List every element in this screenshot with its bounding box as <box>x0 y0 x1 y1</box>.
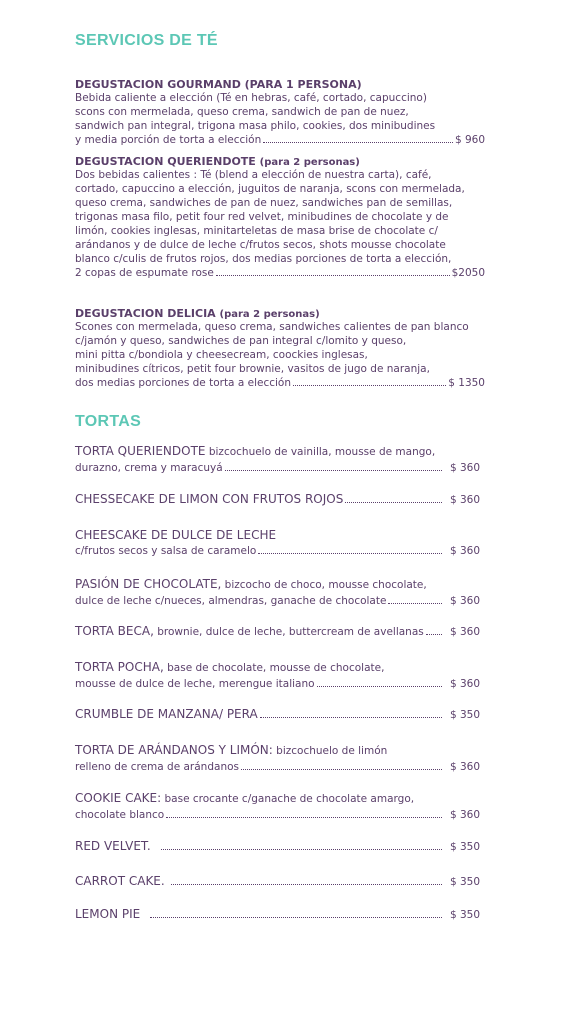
menu-item-arandanos-limon <box>75 742 480 775</box>
item-price: $ 350 <box>449 909 480 921</box>
item-price: $ 360 <box>449 494 480 506</box>
section-title-servicios: SERVICIOS DE TÉ <box>75 32 218 49</box>
dot-leader <box>161 840 442 850</box>
item-desc-line: dulce de leche c/nueces, almendras, ganache de chocolate <box>75 595 387 607</box>
item-price: $ 360 <box>449 545 480 557</box>
item-name: TORTA QUERIENDOTE <box>75 444 206 458</box>
item-price: $ 360 <box>449 626 480 638</box>
item-price: $ 1350 <box>448 377 485 389</box>
menu-item-red-velvet <box>75 838 480 855</box>
item-desc-line: sandwich pan integral, trigona masa philo, cookies, dos minibudines <box>75 120 436 132</box>
dot-leader <box>293 376 446 386</box>
item-desc-line: c/jamón y queso, sandwiches de pan integral c/lomito y queso, <box>75 335 407 347</box>
dot-leader <box>426 625 442 635</box>
item-desc: brownie, dulce de leche, buttercream de avellanas <box>153 626 424 638</box>
dot-leader <box>216 266 450 276</box>
item-desc: base crocante c/ganache de chocolate amargo, <box>161 793 415 805</box>
dot-leader <box>388 594 442 604</box>
item-desc-line: limón, cookies inglesas, minitarteletas de masa brise de chocolate c/ <box>75 225 438 237</box>
item-price: $ 360 <box>449 462 480 474</box>
item-desc-line: c/frutos secos y salsa de caramelo <box>75 545 257 557</box>
item-desc-line: trigonas masa filo, petit four red velvet, minibudines de chocolate y de <box>75 211 449 223</box>
item-price: $ 350 <box>449 709 480 721</box>
item-desc-line: minibudines cítricos, petit four brownie, vasitos de jugo de naranja, <box>75 363 430 375</box>
item-name-sub: (para 2 personas) <box>219 309 320 320</box>
item-price-row <box>75 623 480 640</box>
item-price-row <box>75 906 480 923</box>
item-price-row <box>75 376 485 390</box>
dot-leader <box>171 875 442 885</box>
item-name: TORTA BECA, <box>75 624 154 638</box>
menu-item-torta-pocha <box>75 659 480 692</box>
item-price: $ 360 <box>449 678 480 690</box>
item-name: CARROT CAKE. <box>75 874 165 888</box>
item-name: PASIÓN DE CHOCOLATE, <box>75 577 222 591</box>
item-price-row <box>75 266 485 280</box>
item-desc-line: mousse de dulce de leche, merengue italiano <box>75 678 315 690</box>
item-name: TORTA POCHA, <box>75 660 164 674</box>
item-desc-line: blanco c/culis de frutos rojos, dos medias porciones de torta a elección, <box>75 253 452 265</box>
item-name: DEGUSTACION QUERIENDOTE <box>75 155 256 168</box>
item-desc-line: cortado, capuccino a elección, juguitos de naranja, scons con mermelada, <box>75 183 465 195</box>
item-desc: base de chocolate, mousse de chocolate, <box>163 662 385 674</box>
menu-item-torta-queriendote <box>75 443 480 476</box>
menu-item-delicia <box>75 307 485 390</box>
item-name-sub: (para 2 personas) <box>259 157 360 168</box>
item-price: $ 360 <box>449 761 480 773</box>
item-desc-line: queso crema, sandwiches de pan de nuez, sandwiches pan de semillas, <box>75 197 453 209</box>
item-desc: bizcochuelo de limón <box>272 745 388 757</box>
menu-item-crumble <box>75 706 480 723</box>
menu-item-carrot-cake <box>75 873 480 890</box>
item-price-row <box>75 593 480 609</box>
item-price-row <box>75 133 485 147</box>
item-desc-line: dos medias porciones de torta a elección <box>75 377 291 389</box>
item-name: CRUMBLE DE MANZANA/ PERA <box>75 707 258 721</box>
item-price-row <box>75 676 480 692</box>
item-price-row <box>75 807 480 823</box>
item-desc-line: scons con mermelada, queso crema, sandwich de pan de nuez, <box>75 106 409 118</box>
menu-item-torta-beca <box>75 623 480 640</box>
item-desc-line: Scones con mermelada, queso crema, sandwiches calientes de pan blanco <box>75 321 469 333</box>
menu-item-cheescake-ddl <box>75 527 480 559</box>
dot-leader <box>241 760 442 770</box>
dot-leader <box>260 708 442 718</box>
item-price-row <box>75 838 480 855</box>
item-name: COOKIE CAKE: <box>75 791 162 805</box>
dot-leader <box>166 808 442 818</box>
menu-item-queriendote <box>75 155 485 280</box>
item-name: CHESSECAKE DE LIMON CON FRUTOS ROJOS <box>75 492 344 506</box>
item-name: DEGUSTACION DELICIA <box>75 307 216 320</box>
dot-leader <box>263 133 453 143</box>
item-desc-line: Bebida caliente a elección (Té en hebras, café, cortado, capuccino) <box>75 92 427 104</box>
item-price: $ 360 <box>449 809 480 821</box>
item-name: CHEESCAKE DE DULCE DE LECHE <box>75 528 277 542</box>
item-price: $ 350 <box>449 876 480 888</box>
item-desc: bizcochuelo de vainilla, mousse de mango, <box>205 446 436 458</box>
dot-leader <box>225 461 442 471</box>
item-price-row <box>75 759 480 775</box>
menu-item-lemon-pie <box>75 906 480 923</box>
item-desc-line: arándanos y de dulce de leche c/frutos secos, shots mousse chocolate <box>75 239 446 251</box>
item-price: $2050 <box>451 267 485 279</box>
item-desc-line: y media porción de torta a elección <box>75 134 262 146</box>
item-name: TORTA DE ARÁNDANOS Y LIMÓN: <box>75 743 273 757</box>
item-price: $ 960 <box>454 134 485 146</box>
item-name: LEMON PIE <box>75 907 141 921</box>
item-price-row <box>75 543 480 559</box>
item-desc-line: durazno, crema y maracuyá <box>75 462 223 474</box>
item-price: $ 350 <box>449 841 480 853</box>
item-name: RED VELVET. <box>75 839 151 853</box>
item-price: $ 360 <box>449 595 480 607</box>
item-desc-line: mini pitta c/bondiola y cheesecream, coockies inglesas, <box>75 349 368 361</box>
dot-leader <box>345 493 442 503</box>
item-desc-line: relleno de crema de arándanos <box>75 761 239 773</box>
item-name: DEGUSTACION GOURMAND (PARA 1 PERSONA) <box>75 78 362 91</box>
item-desc-line: Dos bebidas calientes : Té (blend a elección de nuestra carta), café, <box>75 169 432 181</box>
dot-leader <box>258 544 442 554</box>
menu-item-gourmand <box>75 78 485 147</box>
item-desc-line: 2 copas de espumate rose <box>75 267 214 279</box>
item-price-row <box>75 873 480 890</box>
item-price-row <box>75 460 480 476</box>
dot-leader <box>150 908 442 918</box>
menu-item-chessecake-limon <box>75 491 480 508</box>
item-price-row <box>75 706 480 723</box>
item-desc: bizcocho de choco, mousse chocolate, <box>221 579 427 591</box>
menu-item-cookie-cake <box>75 790 480 823</box>
section-title-tortas: TORTAS <box>75 413 142 430</box>
item-desc-line: chocolate blanco <box>75 809 165 821</box>
dot-leader <box>317 677 442 687</box>
item-price-row <box>75 491 480 508</box>
menu-item-pasion-chocolate <box>75 576 480 609</box>
